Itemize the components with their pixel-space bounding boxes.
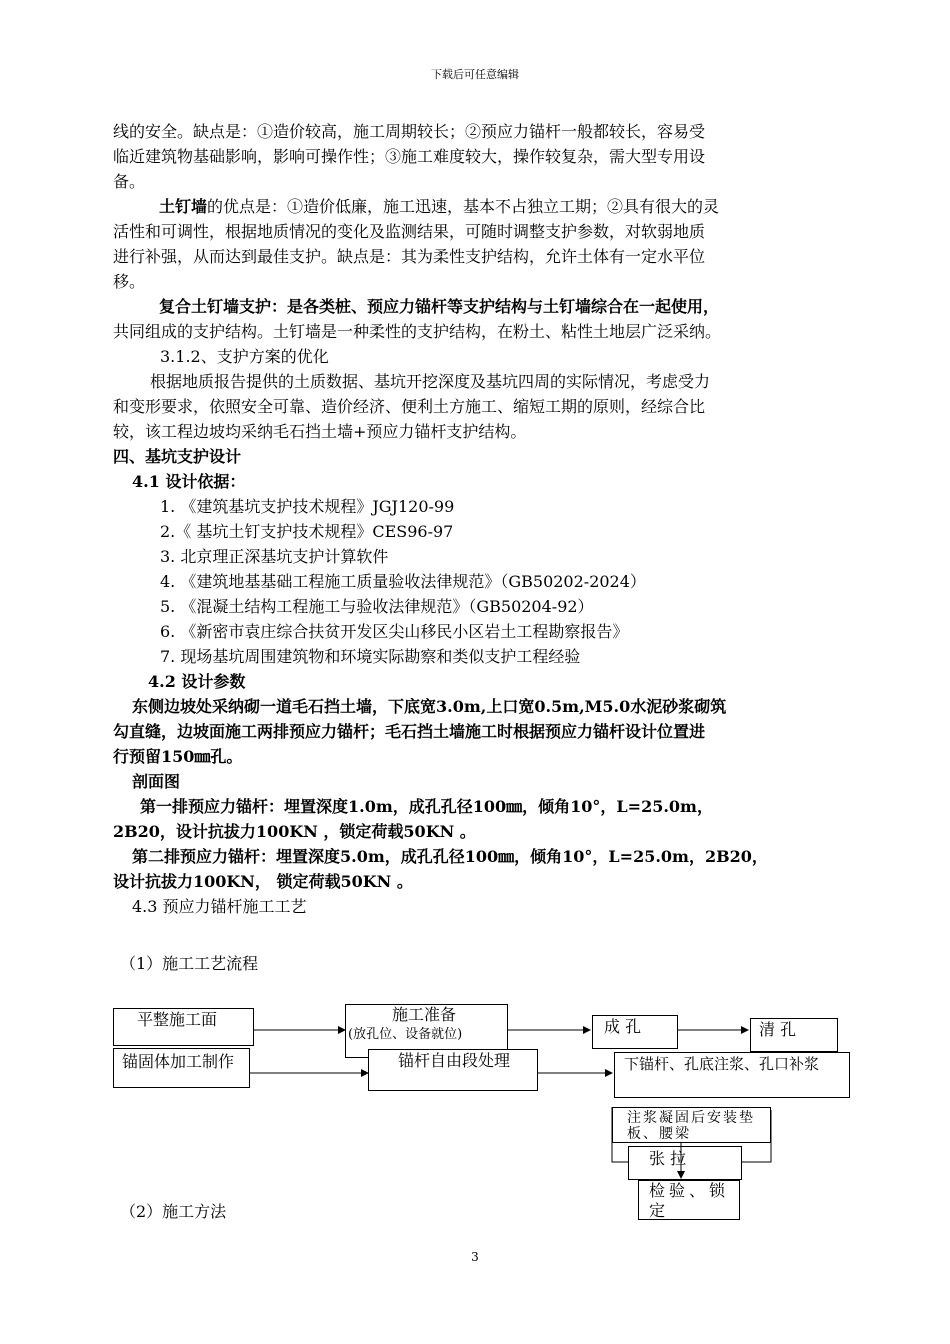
text-line: 活性和可调性，根据地质情况的变化及监测结果，可随时调整支护参数，对软弱地质 bbox=[113, 222, 706, 241]
flow-box-label: 检验、锁定 bbox=[649, 1181, 730, 1220]
text-line: 根据地质报告提供的土质数据、基坑开挖深度及基坑四周的实际情况，考虑受力 bbox=[150, 372, 711, 391]
text-line: （1）施工工艺流程 bbox=[120, 954, 259, 973]
text-line: 较，该工程边坡均采纳毛石挡土墙+预应力锚杆支护结构。 bbox=[113, 422, 527, 441]
section-heading: 四、基坑支护设计 bbox=[113, 447, 242, 466]
text-line: 设计抗拔力100KN， 锁定荷载50KN 。 bbox=[113, 872, 413, 891]
text-line: 线的安全。缺点是：①造价较高，施工周期较长；②预应力锚杆一般都较长，容易受 bbox=[113, 122, 706, 141]
text-line: 备。 bbox=[113, 172, 146, 191]
text-line: 和变形要求，依照安全可靠、造价经济、便利土方施工、缩短工期的原则，经综合比 bbox=[113, 397, 706, 416]
text-line: （2）施工方法 bbox=[120, 1202, 227, 1221]
text-line: 东侧边坡处采纳砌一道毛石挡土墙，下底宽3.0m,上口宽0.5m,M5.0水泥砂浆砌筑 bbox=[132, 697, 727, 716]
term-soil-nail-wall: 土钉墙 bbox=[159, 197, 208, 216]
subsection-heading: 4.2 设计参数 bbox=[148, 672, 246, 691]
text-line: 勾直缝，边坡面施工两排预应力锚杆；毛石挡土墙施工时根据预应力锚杆设计位置进 bbox=[113, 722, 706, 741]
list-item: 6. 《新密市袁庄综合扶贫开发区尖山移民小区岩土工程勘察报告》 bbox=[160, 622, 629, 641]
subsection-heading: 4.3 预应力锚杆施工工艺 bbox=[132, 897, 307, 916]
flow-box-install-plate bbox=[612, 1107, 771, 1143]
page-header: 下载后可任意编辑 bbox=[431, 68, 519, 81]
text-line: 行预留150㎜孔。 bbox=[113, 747, 243, 766]
flow-box-inspection bbox=[638, 1180, 740, 1220]
flow-box-label: 清 孔 bbox=[759, 1020, 797, 1039]
text-line: 2B20，设计抗拔力100KN ，锁定荷载50KN 。 bbox=[113, 822, 476, 841]
text-line: 第一排预应力锚杆：埋置深度1.0m，成孔孔径100㎜，倾角10°，L=25.0m， bbox=[140, 797, 713, 816]
text-line: 移。 bbox=[113, 272, 146, 291]
page-number: 3 bbox=[471, 1250, 479, 1264]
list-item: 4. 《建筑地基基础工程施工质量验收法律规范》（GB50202-2024） bbox=[160, 572, 646, 591]
flow-box-label: 下锚杆、孔底注浆、孔口补浆 bbox=[624, 1055, 820, 1073]
flow-box-sublabel: (放孔位、设备就位) bbox=[348, 1027, 463, 1042]
flow-box-label: 施工准备 bbox=[392, 1005, 457, 1024]
text-line: 复合土钉墙支护：是各类桩、预应力锚杆等支护结构与土钉墙综合在一起使用， bbox=[159, 297, 720, 316]
flow-box-label: 平整施工面 bbox=[137, 1010, 218, 1029]
text-line: 进行补强，从而达到最佳支护。缺点是：其为柔性支护结构，允许土体有一定水平位 bbox=[113, 247, 706, 266]
flow-box-label: 锚固体加工制作 bbox=[122, 1052, 235, 1071]
list-item: 2.《 基坑土钉支护技术规程》CES96-97 bbox=[160, 522, 454, 541]
list-item: 3. 北京理正深基坑支护计算软件 bbox=[160, 547, 389, 566]
flow-box-label: 锚杆自由段处理 bbox=[398, 1051, 511, 1070]
flow-box-label: 成 孔 bbox=[604, 1017, 642, 1036]
subsection-heading: 3.1.2、支护方案的优化 bbox=[160, 347, 329, 366]
flow-box-label: 张 拉 bbox=[649, 1149, 687, 1168]
subsection-heading: 4.1 设计依据： bbox=[132, 472, 246, 491]
list-item: 7. 现场基坑周围建筑物和环境实际勘察和类似支护工程经验 bbox=[160, 647, 581, 666]
text-line: 临近建筑物基础影响，影响可操作性；③施工难度较大，操作较复杂，需大型专用设 bbox=[113, 147, 706, 166]
list-item: 1. 《建筑基坑支护技术规程》JGJ120-99 bbox=[160, 497, 455, 516]
list-item: 5. 《混凝土结构工程施工与验收法律规范》（GB50204-92） bbox=[160, 597, 594, 616]
text-line: 共同组成的支护结构。土钉墙是一种柔性的支护结构，在粉土、粘性土地层广泛采纳。 bbox=[113, 322, 722, 341]
text-line: 土钉墙的优点是：①造价低廉，施工迅速，基本不占独立工期；②具有很大的灵 bbox=[159, 197, 720, 216]
term-composite-support: 复合土钉墙支护 bbox=[159, 297, 272, 316]
text-line: 第二排预应力锚杆：埋置深度5.0m，成孔孔径100㎜，倾角10°，L=25.0m，2B20， bbox=[132, 847, 768, 866]
figure-label: 剖面图 bbox=[132, 772, 181, 791]
flow-box-label: 注浆凝固后安装垫板、腰梁 bbox=[627, 1110, 755, 1142]
